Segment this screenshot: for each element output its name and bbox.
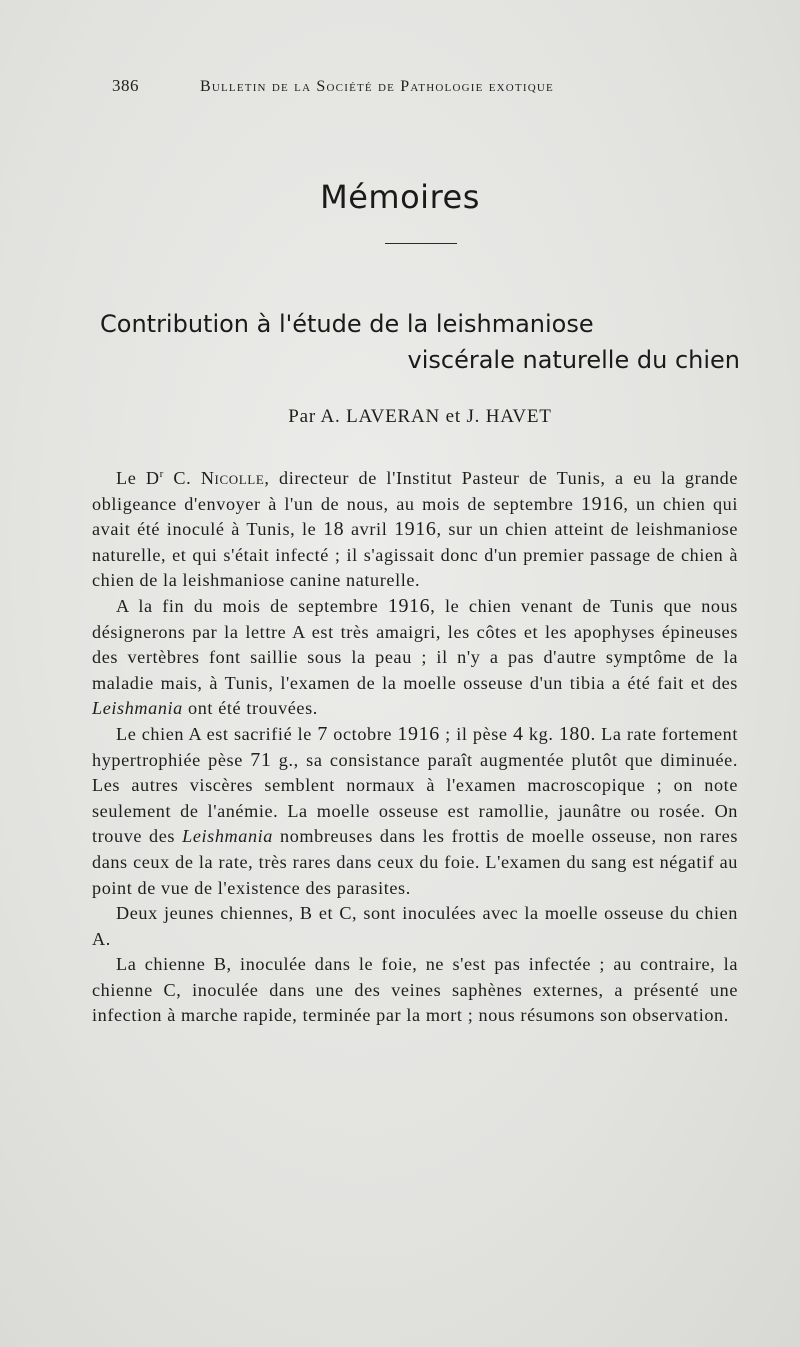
article-title-line-2: viscérale naturelle du chien <box>407 346 740 374</box>
text-span: Le D <box>116 468 160 488</box>
day-number: 7 <box>317 722 328 745</box>
running-header <box>112 76 672 104</box>
article-title <box>100 306 740 378</box>
text-span: kg. <box>523 723 559 744</box>
section-title: Mémoires <box>320 178 480 216</box>
text-span: avril <box>344 519 395 540</box>
page-number: 386 <box>112 76 139 95</box>
year: 1916 <box>581 492 624 515</box>
paragraph-5: La chienne B, inoculée dans le foie, ne s'est pas infectée ; au contraire, la chienne C, inoculée dans une des veines saphènes externes, a présenté une infection à marche rapide, terminée par la mort ; nous résumons son observation. <box>92 954 738 1026</box>
text-span: , le chien venant de Tunis que nous désignerons par la lettre A est très amaigri, les côtes et les apophyses épineuses des vertèbres font saillie sous la peau ; il n'y a pas d'autre symptôme de la maladie mais, à Tunis, l'examen de la moelle osseuse d'un tibia a été fait et des <box>92 595 738 693</box>
genus-name: Leishmania <box>182 826 273 847</box>
spleen-weight: 71 <box>250 748 272 771</box>
text-span: g., sa consistance paraît augmentée plutôt que diminuée. Les autres viscères semblent normaux à l'examen macroscopique ; on note seulement de l'anémie. La moelle osseuse est ramollie, jaunâtre ou rosée. On trouve des <box>92 749 738 847</box>
title-divider <box>385 243 457 244</box>
text-span: ; il pèse <box>439 723 513 744</box>
year: 1916 <box>387 594 431 617</box>
text-span: , directeur de l'Institut Pasteur de Tunis, a eu la grande obligeance d'envoyer à l'un de nous, au mois de septembre <box>92 468 739 514</box>
text-span: A la fin du mois de septembre <box>116 595 388 616</box>
grams-value: 180 <box>558 722 591 745</box>
text-span: nombreuses dans les frottis de moelle osseuse, non rares dans ceux de la rate, très rares dans ceux du foie. L'examen du sang est négatif au point de vue de l'existence des parasites. <box>92 826 739 898</box>
paragraph-2 <box>92 594 738 722</box>
text-span: . La rate fortement hypertrophiée pèse <box>92 723 739 770</box>
year: 1916 <box>397 722 440 745</box>
article-body <box>92 466 738 1029</box>
genus-name: Leishmania <box>92 698 183 719</box>
person-name: Nicolle <box>200 468 265 488</box>
paragraph-1 <box>92 466 738 594</box>
paragraph-3 <box>92 722 738 901</box>
text-span: , sur un chien atteint de leishmaniose naturelle, et qui s'était infecté ; il s'agissait donc d'un premier passage de chien à chien de la leishmaniose canine naturelle. <box>92 519 739 591</box>
paragraph-4: Deux jeunes chiennes, B et C, sont inoculées avec la moelle osseuse du chien A. <box>92 903 738 949</box>
text-span: Le chien A est sacrifié le <box>116 723 318 744</box>
authors-byline: Par A. LAVERAN et J. HAVET <box>288 406 552 427</box>
text-span: ont été trouvées. <box>182 698 318 719</box>
weight-value: 4 <box>512 722 524 745</box>
text-span: octobre <box>327 723 398 744</box>
article-title-line-1: Contribution à l'étude de la leishmaniose <box>100 310 594 338</box>
superscript: r <box>159 467 164 480</box>
day-number: 18 <box>323 518 345 541</box>
journal-title: Bulletin de la Société de Pathologie exotique <box>200 78 554 95</box>
text-span: C. <box>163 468 201 488</box>
text-span: , un chien qui avait été inoculé à Tunis, le <box>92 493 738 540</box>
year: 1916 <box>394 518 437 541</box>
